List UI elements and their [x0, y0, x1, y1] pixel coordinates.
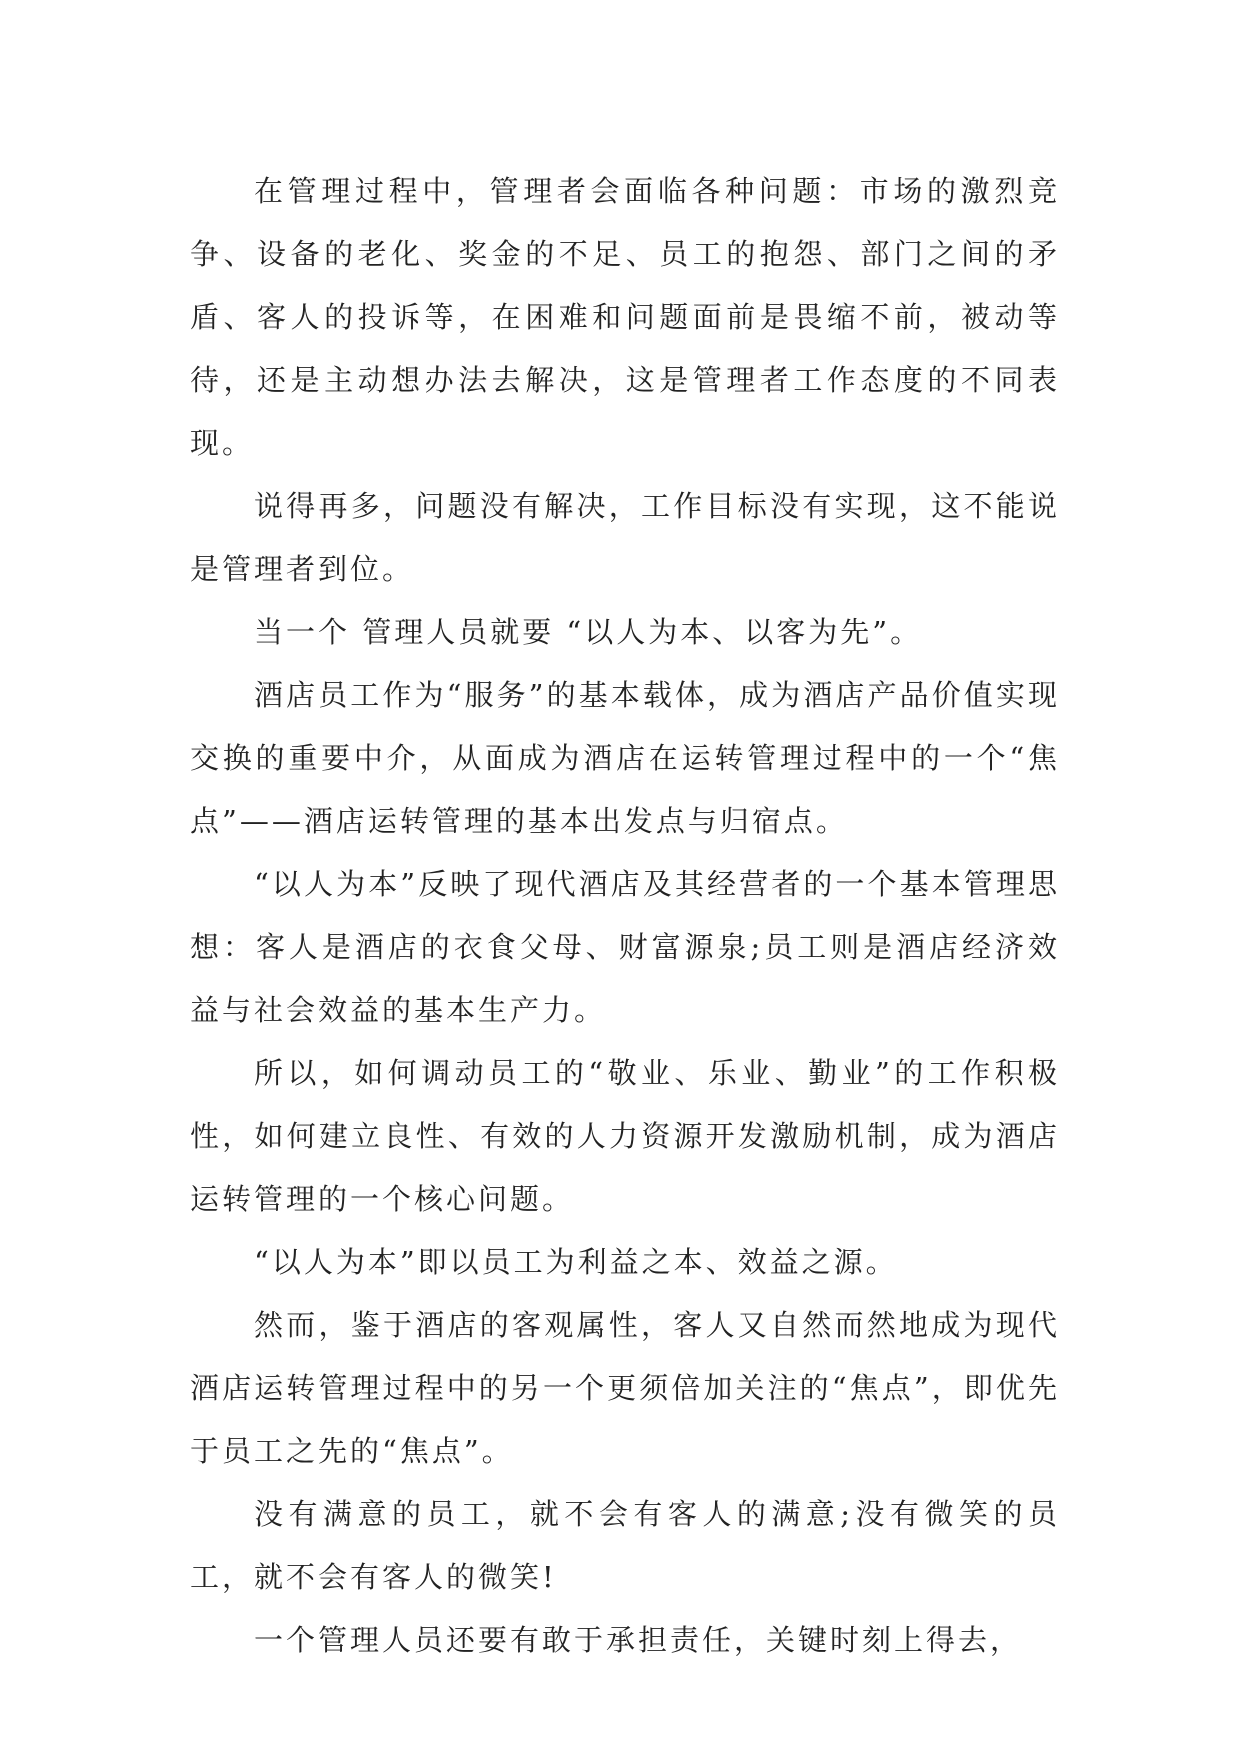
paragraph: 然而，鉴于酒店的客观属性，客人又自然而然地成为现代酒店运转管理过程中的另一个更须倍加关注的“焦点”，即优先于员工之先的“焦点”。: [190, 1308, 1060, 1468]
document-body: [190, 160, 1060, 1672]
paragraph: 当一个 管理人员就要 “以人为本、以客为先”。: [254, 615, 923, 649]
paragraph: 所以，如何调动员工的“敬业、乐业、勤业”的工作积极性，如何建立良性、有效的人力资源开发激励机制，成为酒店运转管理的一个核心问题。: [190, 1056, 1060, 1216]
paragraph: 一个管理人员还要有敢于承担责任，关键时刻上得去，: [254, 1623, 1023, 1657]
paragraph: 在管理过程中，管理者会面临各种问题：市场的激烈竞争、设备的老化、奖金的不足、员工的抱怨、部门之间的矛盾、客人的投诉等，在困难和问题面前是畏缩不前，被动等待，还是主动想办法去解决，这是管理者工作态度的不同表现。: [190, 174, 1060, 460]
paragraph: “以人为本”反映了现代酒店及其经营者的一个基本管理思想：客人是酒店的衣食父母、财富源泉;员工则是酒店经济效益与社会效益的基本生产力。: [190, 867, 1060, 1027]
paragraph: 没有满意的员工，就不会有客人的满意;没有微笑的员工，就不会有客人的微笑!: [190, 1497, 1060, 1594]
paragraph: “以人为本”即以员工为利益之本、效益之源。: [254, 1245, 898, 1279]
paragraph: 说得再多，问题没有解决，工作目标没有实现，这不能说是管理者到位。: [190, 489, 1060, 586]
paragraph: 酒店员工作为“服务”的基本载体，成为酒店产品价值实现交换的重要中介，从面成为酒店在运转管理过程中的一个“焦点”——酒店运转管理的基本出发点与归宿点。: [190, 678, 1060, 838]
